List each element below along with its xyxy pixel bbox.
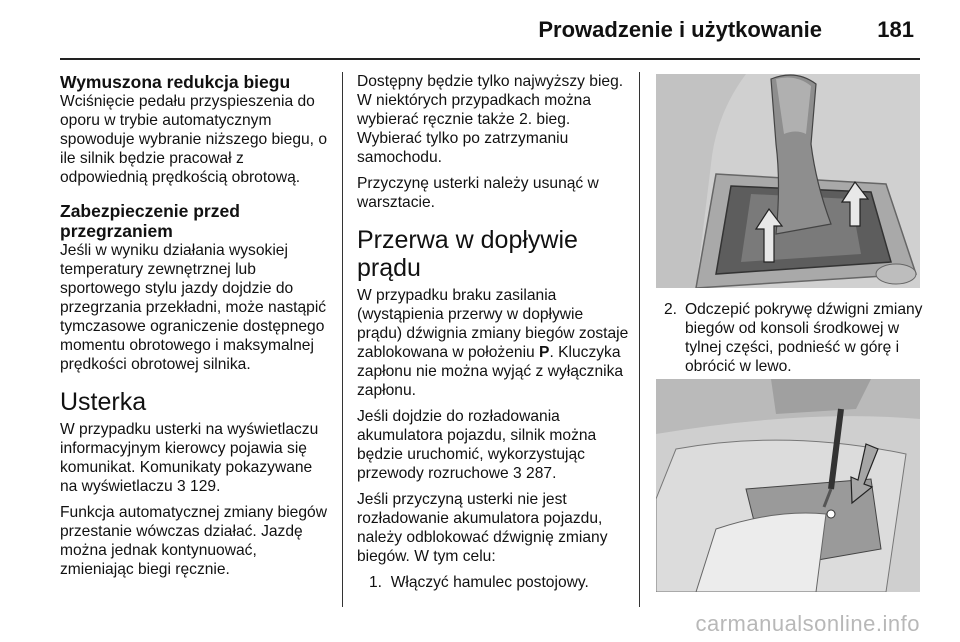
column-divider [342, 72, 343, 607]
step-1 [357, 573, 629, 592]
paragraph: W przypadku braku zasilania (wystąpienia przerwy w dopływie prądu) dźwignia zmiany biegów zostaje zablokowana w położeniu P. Kluczyka zapłonu nie można wyjąć z wyłącznika zapłonu. [357, 287, 629, 399]
page-number: 181 [877, 17, 914, 42]
paragraph: Jeśli w wyniku działania wysokiej temperatury zewnętrznej lub sportowego stylu jazdy dojdzie do przegrzania przekładni, może nastąpić tymczasowe ograniczenie dostępnego momentu obrotowego i maksymalnej prędkości obrotowej silnika. [60, 242, 327, 373]
watermark: carmanualsonline.info [695, 611, 920, 636]
section-heading: Przerwa w dopływie prądu [357, 226, 578, 282]
page-ref-link[interactable]: 129 [190, 478, 217, 495]
section-kickdown [60, 72, 332, 187]
section-heading: Usterka [60, 388, 147, 416]
console-cover-figure [656, 379, 920, 592]
step-number: 2. [664, 301, 678, 318]
section-overheat [60, 201, 332, 374]
paragraph: Jeśli dojdzie do rozładowania akumulatora pojazdu, silnik można będzie uruchomić, wykorzystując przewody rozruchowe 3 287. [357, 408, 597, 482]
gear-position-p: P [539, 344, 550, 361]
paragraph: Funkcja automatycznej zmiany biegów przestanie wówczas działać. Jazdę można jednak kontynuować, zmieniając biegi ręcznie. [60, 504, 327, 578]
step-text: Włączyć hamulec postojowy. [390, 574, 589, 591]
column-divider [639, 72, 640, 607]
column-1 [60, 72, 332, 586]
paragraph: Przyczynę usterki należy usunąć w warsztacie. [357, 175, 599, 211]
header-title: Prowadzenie i użytkowanie [538, 17, 822, 42]
header-rule [60, 58, 920, 60]
column-2 [357, 72, 629, 592]
paragraph: Dostępny będzie tylko najwyższy bieg. W niektórych przypadkach można wybierać ręcznie także 2. bieg. Wybierać tylko po zatrzymaniu samochodu. [357, 73, 624, 166]
page-ref-icon: 3 [513, 465, 522, 482]
page-ref-link[interactable]: 287 [526, 465, 553, 482]
paragraph: Jeśli przyczyną usterki nie jest rozładowanie akumulatora pojazdu, należy odblokować dźwignię zmiany biegów. W tym celu: [357, 491, 608, 565]
page-ref-icon: 3 [177, 478, 186, 495]
paragraph: W przypadku usterki na wyświetlaczu informacyjnym kierowcy pojawia się komunikat. Komunikaty pokazywane na wyświetlaczu 3 129. [60, 421, 319, 495]
step-number: 1. [369, 574, 383, 591]
gear-lever-figure [656, 74, 920, 288]
section-fault [60, 388, 332, 579]
step-text: Odczepić pokrywę dźwigni zmiany biegów od konsoli środkowej w tylnej części, podnieść w górę i obrócić w lewo. [685, 301, 923, 375]
section-heading: Wymuszona redukcja biegu [60, 72, 291, 92]
paragraph: Wciśnięcie pedału przyspieszenia do oporu w trybie automatycznym spowoduje wybranie niższego biegu, o ile silnik będzie pracował z odpowiednią prędkością obrotową. [60, 93, 327, 186]
section-heading: Zabezpieczenie przed przegrzaniem [60, 201, 240, 241]
